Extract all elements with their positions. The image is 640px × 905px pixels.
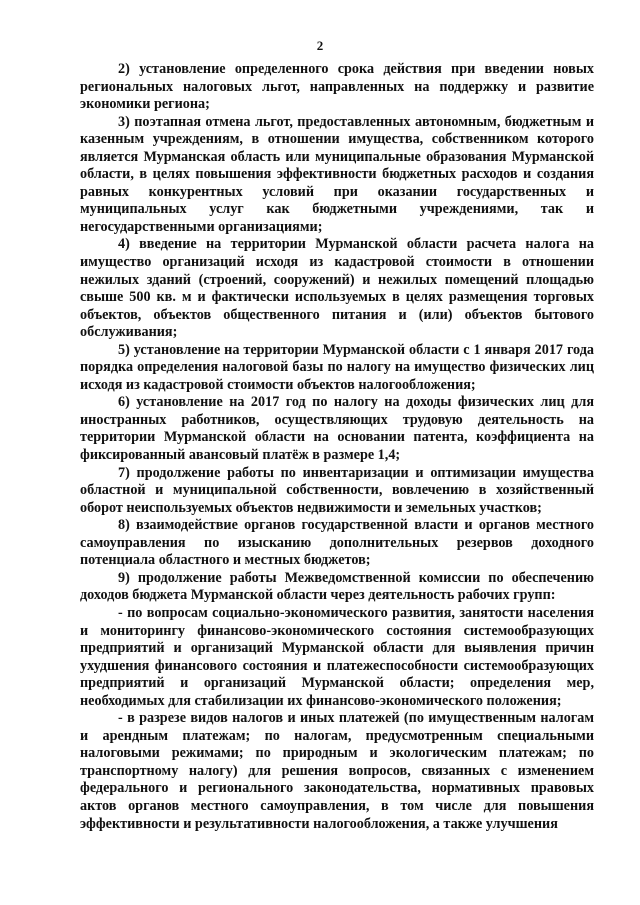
paragraph-subitem-tax-types: - в разрезе видов налогов и иных платежей (по имущественным налогам и арендным платежам; по налогам, предусмотренным специальными налоговыми режимами; по природным и экологическим платежам; по транспортному налогу) для решения вопросов, связанных с изменением федерального и регионального законодательства, нормативных правовых актов органов местного самоуправления, в том числе для повышения эффективности и результативности налогообложения, а также улучшения xyxy=(80,710,594,832)
paragraph-item-9: 9) продолжение работы Межведомственной комиссии по обеспечению доходов бюджета Мурманской области через деятельность рабочих групп: xyxy=(80,569,594,604)
paragraph-subitem-socio-economic: - по вопросам социально-экономического развития, занятости населения и мониторингу финансово-экономического состояния системообразующих предприятий и организаций Мурманской области для выявления причин ухудшения финансового состояния и платежеспособности системообразующих предприятий и организаций Мурманской области; определения мер, необходимых для стабилизации их финансово-экономического положения; xyxy=(80,604,594,709)
paragraph-item-6: 6) установление на 2017 год по налогу на доходы физических лиц для иностранных работников, осуществляющих трудовую деятельность на территории Мурманской области на основании патента, коэффициента на фиксированный авансовый платёж в размере 1,4; xyxy=(80,394,594,464)
paragraph-item-5: 5) установление на территории Мурманской области с 1 января 2017 года порядка определения налоговой базы по налогу на имущество физических лиц исходя из кадастровой стоимости объектов налогообложения; xyxy=(80,341,594,393)
paragraph-item-2: 2) установление определенного срока действия при введении новых региональных налоговых льгот, направленных на поддержку и развитие экономики региона; xyxy=(80,61,594,113)
paragraph-item-4: 4) введение на территории Мурманской области расчета налога на имущество организаций исходя из кадастровой стоимости в отношении нежилых зданий (строений, сооружений) и нежилых помещений площадью свыше 500 кв. м и фактически используемых в целях размещения торговых объектов, объектов общественного питания и (или) объектов бытового обслуживания; xyxy=(80,236,594,341)
paragraph-item-7: 7) продолжение работы по инвентаризации и оптимизации имущества областной и муниципальной собственности, вовлечению в хозяйственный оборот неиспользуемых объектов недвижимости и земельных участков; xyxy=(80,464,594,516)
paragraph-item-8: 8) взаимодействие органов государственной власти и органов местного самоуправления по изысканию дополнительных резервов доходного потенциала областного и местных бюджетов; xyxy=(80,517,594,569)
document-body xyxy=(80,61,594,833)
paragraph-item-3: 3) поэтапная отмена льгот, предоставленных автономным, бюджетным и казенным учреждениям, в отношении имущества, собственником которого является Мурманская область или муниципальные образования Мурманской области, в целях повышения эффективности бюджетных расходов и создания равных конкурентных условий при оказании государственных и муниципальных услуг как бюджетными учреждениями, так и негосударственными организациями; xyxy=(80,113,594,235)
page-number: 2 xyxy=(316,38,324,53)
